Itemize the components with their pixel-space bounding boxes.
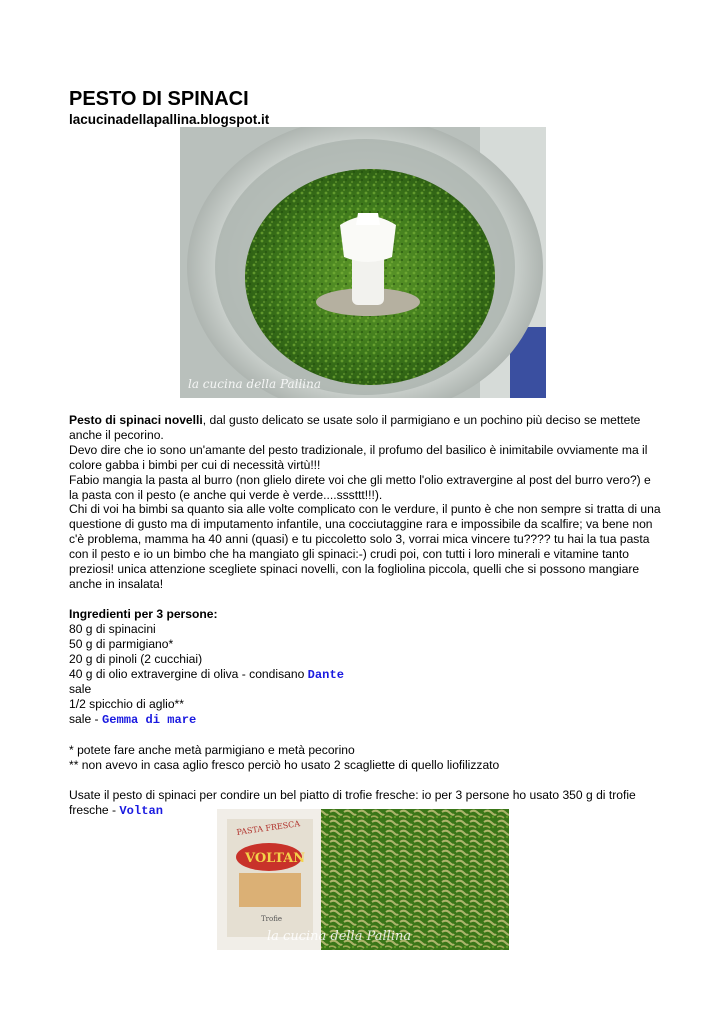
ingredient-item: 50 g di parmigiano* xyxy=(69,636,174,651)
photo2-watermark: la cucina della Pallina xyxy=(267,929,412,944)
package-top-text: PASTA FRESCA xyxy=(236,819,301,837)
intro-line: Chi di voi ha bimbi sa quanto sia alle volte complicato con le verdure, il punto è che non sempre si tratta di una questione di gusto ma di imputamento infantile, una cocciutaggine rara e impossibile da scalfire; va bene non c'è problema, mamma ha 40 anni (quasi) e tu piccoletto solo 3, vorrai mica vincere tu???? tu hai la tua pasta con il pesto e io un bimbo che ha mangiato gli spinaci:-) crudi poi, con tutti i loro minerali e vitamine tanto preziosi! unica attenzione scegliete spinaci novelli, con la fogliolina piccola, quelli che si possono mangiare anche in insalata! xyxy=(69,502,661,591)
ingredient-item: 1/2 spicchio di aglio** xyxy=(69,697,184,712)
photo1-watermark: la cucina della Pallina xyxy=(188,377,322,391)
intro-paragraph xyxy=(69,413,661,443)
ingredient-item: sale - Gemma di mare xyxy=(69,712,197,728)
intro-bold-lead: Pesto di spinaci novelli xyxy=(69,413,203,427)
ingredient-item: sale xyxy=(69,682,92,697)
package-brand-text: VOLTAN xyxy=(245,851,306,866)
package-name-text: Trofie xyxy=(261,915,283,923)
note-line: * potete fare anche metà parmigiano e metà pecorino xyxy=(69,743,355,758)
intro-line: , dal gusto delicato se usate solo il parmigiano e un pochino più deciso se mettete anche il pecorino. xyxy=(69,413,641,442)
note-line: ** non avevo in casa aglio fresco perciò ho usato 2 scagliette di quello liofilizzato xyxy=(69,758,500,773)
brand-link-gemma-di-mare[interactable]: Gemma di mare xyxy=(101,713,197,728)
pesto-food-processor-photo xyxy=(180,127,546,398)
ingredient-item: 80 g di spinacini xyxy=(69,621,156,636)
blog-url: lacucinadellapallina.blogspot.it xyxy=(69,112,270,127)
intro-line: Devo dire che io sono un'amante del pesto tradizionale, il profumo del basilico è inimitabile ovviamente ma il colore gabba i bimbi per cui di necessità virtù!!! xyxy=(69,442,648,472)
ingredient-item: 40 g di olio extravergine di oliva - condisano Dante xyxy=(69,666,344,682)
page-title: PESTO DI SPINACI xyxy=(69,88,249,110)
ingredient-item: 20 g di pinoli (2 cucchiai) xyxy=(69,651,203,666)
ingredients-heading: Ingredienti per 3 persone: xyxy=(69,606,218,621)
usage-paragraph: Usate il pesto di spinaci per condire un bel piatto di trofie fresche: io per 3 persone ho usato 350 g di trofie fresche - Voltan xyxy=(69,787,636,818)
brand-link-dante[interactable]: Dante xyxy=(307,667,344,682)
intro-line: Fabio mangia la pasta al burro (non glielo direte voi che gli metto l'olio extravergine al post del burro vero?) e la pasta con il pesto (e anche qui verde è verde....sssttt!!!). xyxy=(69,472,651,502)
brand-link-voltan[interactable]: Voltan xyxy=(119,803,163,818)
trofie-pesto-photo xyxy=(217,809,509,950)
